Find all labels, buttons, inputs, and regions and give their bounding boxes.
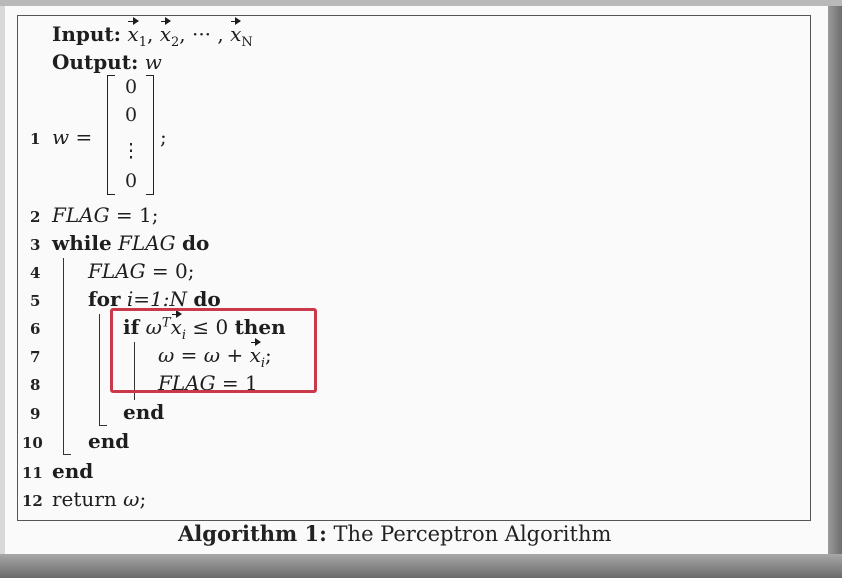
right-border <box>828 6 842 578</box>
line-1-semicolon: ; <box>160 125 167 149</box>
line-11: end <box>52 459 94 483</box>
line-number: 11 <box>22 464 43 482</box>
matrix-right-bracket <box>146 75 154 195</box>
input-vec-2: x <box>159 22 171 46</box>
matrix-entry: 0 <box>124 104 138 126</box>
line-2: FLAG = 1; <box>52 203 159 227</box>
matrix-entry: ⋮ <box>121 140 141 162</box>
line-5: for i=1:N do <box>88 287 221 311</box>
input-line: Input: $x_1$, $x_2$, ··· , $x_N$ <box>52 22 253 50</box>
for-block-end-tick <box>99 425 107 426</box>
line-12: return ω; <box>52 487 147 511</box>
bottom-border <box>0 554 842 578</box>
line-6: if $\omega^Tx_i \le 0$ then <box>123 315 286 343</box>
matrix-entry: 0 <box>124 76 138 98</box>
line-number: 6 <box>30 320 41 338</box>
algorithm-caption: Algorithm 1: The Perceptron Algorithm <box>178 521 612 546</box>
line-number: 10 <box>22 434 43 452</box>
line-number: 7 <box>30 348 41 366</box>
line-number: 5 <box>30 292 41 310</box>
line-7: $\omega = \omega + x_i$; <box>158 343 272 371</box>
line-1-lhs: w = <box>52 125 93 149</box>
line-number: 1 <box>30 130 41 148</box>
input-vec-n: x <box>230 22 242 46</box>
highlight-box <box>110 308 317 393</box>
line-10: end <box>88 429 130 453</box>
output-line: Output: w <box>52 50 162 74</box>
line-number: 3 <box>30 236 41 254</box>
line-4: FLAG = 0; <box>88 259 195 283</box>
while-block-guide <box>63 258 64 454</box>
while-block-end-tick <box>63 454 71 455</box>
line-number: 12 <box>22 492 43 510</box>
line-number: 4 <box>30 264 41 282</box>
line-9: end <box>123 400 165 424</box>
line-3: while FLAG do <box>52 231 210 255</box>
line-number: 2 <box>30 208 41 226</box>
matrix-left-bracket <box>107 75 115 195</box>
matrix-entry: 0 <box>124 170 138 192</box>
line-number: 9 <box>30 405 41 423</box>
line-8: FLAG = 1 <box>158 371 258 395</box>
input-vec-1: x <box>127 22 139 46</box>
line-number: 8 <box>30 376 41 394</box>
for-block-guide <box>99 314 100 425</box>
